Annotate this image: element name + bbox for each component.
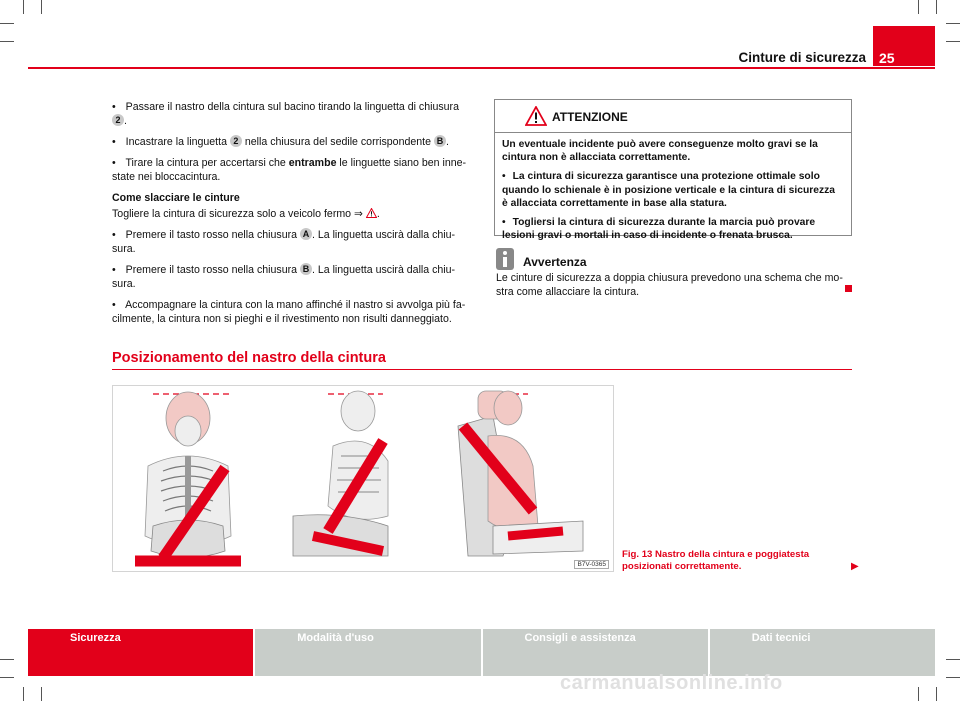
figure-caption: Fig. 13 Nastro della cintura e poggiatesta posizionati correttamente. <box>622 549 810 572</box>
crop-mark <box>946 41 960 42</box>
crop-mark <box>918 687 919 701</box>
crop-mark <box>918 0 919 14</box>
warning-body <box>495 133 851 242</box>
figure-code: B7V-0365 <box>574 560 609 569</box>
instruction-bullet: • Passare il nastro della cintura sul bacino tirando la linguetta di chiusura 2 . <box>112 100 472 128</box>
crop-mark <box>946 659 960 660</box>
crop-mark <box>23 687 24 701</box>
reference-marker: 2 <box>230 135 242 147</box>
warning-triangle-icon <box>366 208 377 218</box>
seatbelt-illustration <box>113 386 613 571</box>
section-end-marker <box>845 285 852 292</box>
crop-mark <box>23 0 24 14</box>
crop-mark <box>41 0 42 14</box>
crop-mark <box>0 23 14 24</box>
note-header <box>496 248 796 272</box>
reference-marker: B <box>434 135 446 147</box>
instruction-bullet: • Tirare la cintura per accertarsi che entrambe le linguette siano ben innestate nei bloccacintura. <box>112 156 472 184</box>
reference-marker: B <box>300 263 312 275</box>
reference-marker: 2 <box>112 114 124 126</box>
footer-tab-sicurezza[interactable]: Sicurezza <box>28 629 253 676</box>
section-rule <box>112 369 852 370</box>
front-view-skeleton <box>135 392 241 561</box>
instruction-bullet: • Premere il tasto rosso nella chiusura B . La linguetta uscirà dalla chiusura. <box>112 263 472 291</box>
footer-tab-modalita-duso[interactable]: Modalità d'uso <box>255 629 480 676</box>
seatbelt-figure <box>112 385 614 572</box>
warning-box <box>494 99 852 242</box>
page-number: 25 <box>873 26 935 66</box>
warning-paragraph: Un eventuale incidente può avere conseguenze molto gravi se la cintura non è allacciata correttamente. <box>502 139 818 164</box>
crop-mark <box>41 687 42 701</box>
crop-mark <box>0 41 14 42</box>
footer-tab-dati-tecnici[interactable]: Dati tecnici <box>710 629 935 676</box>
warning-bullet: • La cintura di sicurezza garantisce una protezione ottimale solo quando lo schienale è in posizione verticale e la cintura di sicurezza è allacciata correttamente in base alla statura. <box>502 170 843 210</box>
page-header-title: Cinture di sicurezza <box>738 50 866 65</box>
subheading: Come slacciare le cinture <box>112 192 240 204</box>
watermark: carmanualsonline.info <box>560 672 783 694</box>
crop-mark <box>936 687 937 701</box>
footer-tab-consigli-assistenza[interactable]: Consigli e assistenza <box>483 629 708 676</box>
continue-arrow-icon: ▶ <box>851 561 859 572</box>
left-column <box>112 100 472 333</box>
instruction-bullet: • Incastrare la linguetta 2 nella chiusura del sedile corrispondente B . <box>112 135 472 149</box>
warning-bullet: • Togliersi la cintura di sicurezza durante la marcia può provare lesioni gravi o mortali in caso di incidente o frenata brusca. <box>502 216 843 242</box>
info-icon <box>496 248 514 270</box>
instruction-bullet: • Accompagnare la cintura con la mano affinché il nastro si avvolga più facilmente, la cintura non si pieghi e il rivestimento non risulti danneggiato. <box>112 298 472 326</box>
warning-header <box>495 100 851 133</box>
note-title: Avvertenza <box>523 255 587 269</box>
crop-mark <box>946 23 960 24</box>
side-view-torso <box>293 391 388 556</box>
reference-marker: A <box>300 228 312 240</box>
warning-title: ATTENZIONE <box>552 110 628 124</box>
crop-mark <box>946 677 960 678</box>
warning-triangle-icon <box>525 106 547 126</box>
section-title: Posizionamento del nastro della cintura <box>112 350 386 366</box>
header-rule <box>28 67 935 69</box>
paragraph: Togliere la cintura di sicurezza solo a veicolo fermo ⇒ . <box>112 208 380 220</box>
instruction-bullet: • Premere il tasto rosso nella chiusura A . La linguetta uscirà dalla chiusura. <box>112 228 472 256</box>
crop-mark <box>936 0 937 14</box>
note-text: Le cinture di sicurezza a doppia chiusura prevedono una schema che mostra come allacciare la cintura. <box>496 272 843 298</box>
footer-nav <box>28 629 935 676</box>
seated-occupant <box>458 391 583 556</box>
crop-mark <box>0 677 14 678</box>
crop-mark <box>0 659 14 660</box>
